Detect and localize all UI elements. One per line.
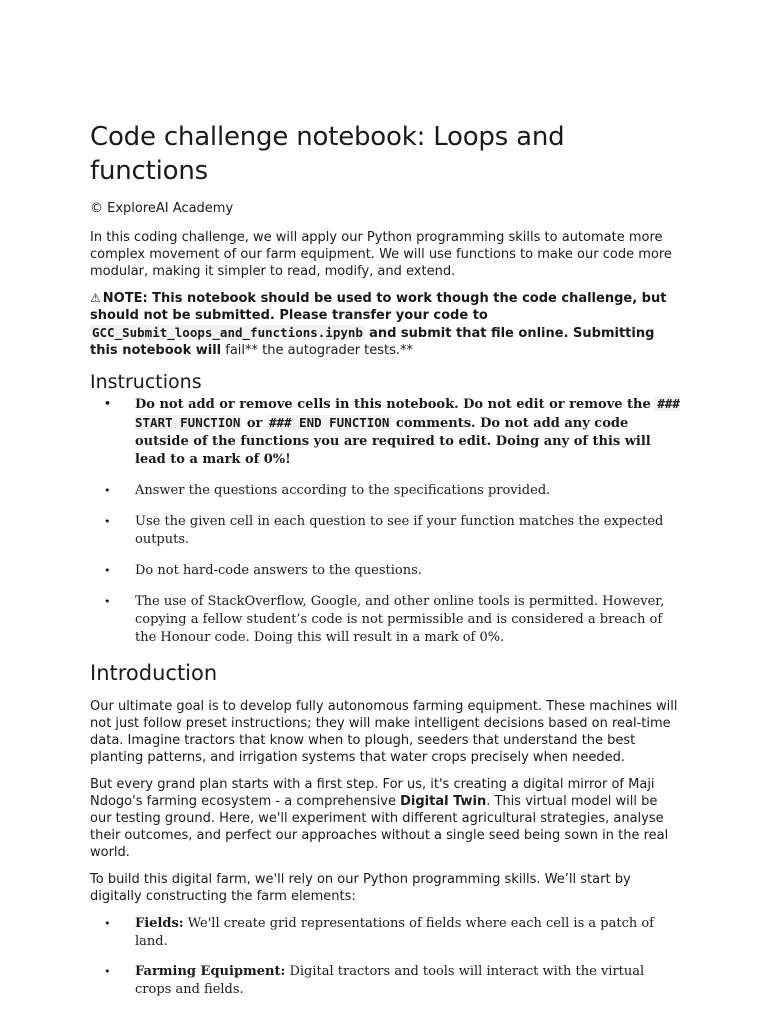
intro-paragraph: In this coding challenge, we will apply our Python programming skills to automate more complex movement of our farm equipment. We will use functions to make our code more modular, making it simpler to read, modify, and extend.: [90, 230, 672, 279]
paragraph-text: But every grand plan starts with a first step. For us, it's creating a digital mirror of Maji Ndogo's farming ecosystem - a comprehensive: [90, 777, 655, 809]
list-item: [90, 482, 680, 500]
paragraph-text: . This virtual model will be our testing ground. Here, we'll experiment with different agricultural strategies, analyse their outcomes, and perfect our approaches without a single seed being sown in the real world.: [90, 794, 669, 860]
submit-filename: GCC_Submit_loops_and_functions.ipynb: [92, 325, 363, 340]
instructions-heading: Instructions: [90, 371, 202, 393]
note-paragraph: [90, 290, 680, 359]
feature-text: Digital tractors and tools will interact with the virtual crops and fields.: [135, 964, 645, 997]
list-item: [90, 562, 680, 580]
bullet-icon: •: [104, 564, 111, 577]
instruction-text: Do not hard-code answers to the questions.: [135, 563, 422, 578]
copyright-text: © ExploreAI Academy: [90, 201, 234, 216]
start-function-code: ### START FUNCTION: [135, 396, 680, 430]
instruction-text: The use of StackOverflow, Google, and other online tools is permitted. However, copying a fellow student’s code is not permissible and is considered a breach of the Honour code. Doing this will result in a mark of 0%.: [135, 594, 665, 645]
feature-text: We'll create grid representations of fields where each cell is a patch of land.: [135, 916, 654, 949]
introduction-paragraph-1: Our ultimate goal is to develop fully autonomous farming equipment. These machines will not just follow preset instructions; they will make intelligent decisions based on real-time data. Imagine tractors that know when to plough, seeders that understand the best planting patterns, and irrigation systems that water crops precisely when needed.: [90, 699, 678, 765]
bullet-icon: •: [104, 965, 111, 978]
list-item: [90, 395, 680, 469]
warning-icon: ⚠: [90, 291, 101, 305]
bullet-icon: •: [104, 917, 111, 930]
features-list: [90, 915, 680, 999]
introduction-paragraph-3: To build this digital farm, we'll rely on our Python programming skills. We’ll start by digitally constructing the farm elements:: [90, 872, 631, 904]
bullet-icon: •: [104, 515, 111, 528]
list-item: [90, 915, 680, 951]
instruction-text: comments. Do not add any code outside of the functions you are required to edit. Doing any of this will lead to a mark of 0%!: [135, 416, 651, 467]
digital-twin-term: Digital Twin: [400, 794, 487, 809]
introduction-paragraph-2: [90, 776, 680, 861]
list-item: [90, 513, 680, 549]
bullet-icon: •: [104, 397, 112, 410]
instructions-list: [90, 395, 680, 647]
list-item: [90, 593, 680, 647]
note-tail: fail** the autograder tests.**: [225, 343, 414, 358]
note-bold-end: and submit that file online. Submitting this notebook will: [90, 326, 655, 358]
instruction-text: Answer the questions according to the specifications provided.: [135, 483, 551, 498]
introduction-heading: Introduction: [90, 661, 218, 685]
page-title: Code challenge notebook: Loops and functions: [90, 122, 565, 186]
feature-label: Fields:: [135, 916, 184, 931]
list-item: [90, 963, 680, 999]
end-function-code: ### END FUNCTION: [268, 415, 390, 430]
feature-label: Farming Equipment:: [135, 964, 286, 979]
bullet-icon: •: [104, 595, 111, 608]
note-bold-start: NOTE: This notebook should be used to work though the code challenge, but should not be submitted. Please transfer your code to: [90, 291, 667, 323]
notebook-document: [90, 120, 680, 1011]
bullet-icon: •: [104, 484, 111, 497]
instruction-text: Do not add or remove cells in this notebook. Do not edit or remove the: [135, 397, 651, 412]
instruction-text: Use the given cell in each question to see if your function matches the expected outputs.: [135, 514, 664, 547]
instruction-text: or: [246, 416, 263, 431]
